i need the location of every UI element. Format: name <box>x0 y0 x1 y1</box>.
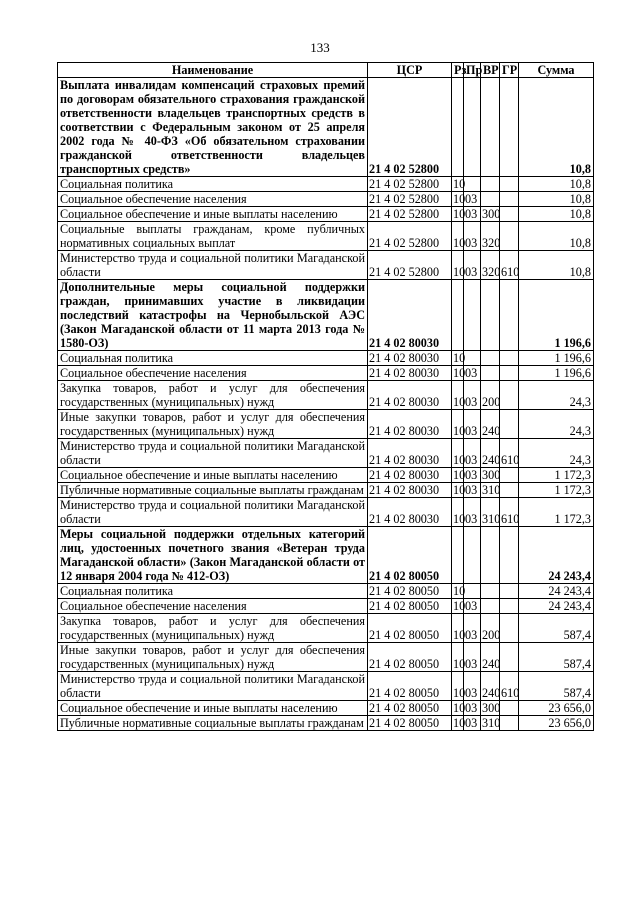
cell-sum: 587,4 <box>519 614 594 643</box>
cell-pr <box>464 280 481 351</box>
table-row <box>58 366 594 381</box>
cell-sum: 24,3 <box>519 410 594 439</box>
cell-csr: 21 4 02 80030 <box>368 498 452 527</box>
cell-rz: 10 <box>452 498 464 527</box>
cell-sum: 1 196,6 <box>519 351 594 366</box>
table-row <box>58 381 594 410</box>
cell-pr: 03 <box>464 222 481 251</box>
cell-pr: 03 <box>464 483 481 498</box>
cell-vr: 300 <box>482 468 501 482</box>
cell-csr: 21 4 02 80030 <box>368 366 452 381</box>
cell-pr: 03 <box>464 643 481 672</box>
cell-csr: 21 4 02 80050 <box>368 599 452 614</box>
cell-rz <box>452 78 464 177</box>
cell-name: Публичные нормативные социальные выплаты гражданам <box>58 483 368 498</box>
cell-vr: 240 <box>481 672 500 701</box>
cell-pr: 03 <box>464 599 481 614</box>
cell-name: Дополнительные меры социальной поддержки граждан, принимавших участие в ликвидации последствий катастрофы на Чернобыльской АЭС (Закон Магаданской области от 11 марта 2013 года № 1580-ОЗ) <box>58 280 368 351</box>
cell-gr <box>500 222 519 251</box>
cell-rz: 10 <box>452 439 464 468</box>
cell-csr: 21 4 02 80030 <box>368 468 452 483</box>
cell-csr: 21 4 02 80030 <box>368 439 452 468</box>
cell-pr: 03 <box>464 207 481 222</box>
cell-vr <box>481 351 500 366</box>
cell-vr <box>481 280 500 351</box>
cell-pr: 03 <box>464 410 481 439</box>
cell-csr: 21 4 02 80050 <box>368 527 452 584</box>
table-row <box>58 716 594 731</box>
cell-gr <box>500 527 519 584</box>
cell-name: Социальное обеспечение населения <box>58 366 368 381</box>
table-row <box>58 672 594 701</box>
cell-gr <box>500 410 519 439</box>
cell-rz <box>452 527 464 584</box>
cell-pr: 03 <box>464 381 481 410</box>
cell-rz: 10 <box>452 643 464 672</box>
cell-rz: 10 <box>453 351 466 365</box>
cell-name: Социальное обеспечение и иные выплаты населению <box>58 468 368 483</box>
cell-vr: 200 <box>481 614 500 643</box>
cell-csr: 21 4 02 80030 <box>368 483 452 498</box>
cell-gr <box>500 280 519 351</box>
cell-vr: 200 <box>481 381 500 410</box>
cell-vr: 310 <box>481 498 500 527</box>
cell-name: Социальная политика <box>58 351 368 366</box>
cell-sum: 23 656,0 <box>519 701 594 716</box>
cell-csr: 21 4 02 52800 <box>368 222 452 251</box>
cell-vr: 310 <box>482 716 501 730</box>
budget-table <box>57 62 594 731</box>
table-header-row <box>58 63 594 78</box>
table-row <box>58 701 594 716</box>
cell-rz <box>452 280 464 351</box>
cell-vr <box>481 192 500 207</box>
header-pr: Пр <box>464 63 481 78</box>
cell-csr: 21 4 02 80030 <box>368 410 452 439</box>
page-number: 133 <box>310 40 330 55</box>
cell-vr: 240 <box>481 643 500 672</box>
cell-csr: 21 4 02 52800 <box>368 192 452 207</box>
cell-rz: 10 <box>452 251 464 280</box>
header-vr: ВР <box>481 63 500 78</box>
table-row <box>58 599 594 614</box>
cell-csr: 21 4 02 80050 <box>368 672 452 701</box>
cell-gr <box>500 468 519 483</box>
cell-pr: 03 <box>464 701 481 716</box>
cell-name: Социальная политика <box>58 177 368 192</box>
cell-pr <box>464 351 481 366</box>
cell-rz: 10 <box>453 599 466 613</box>
cell-rz: 10 <box>453 468 466 482</box>
header-sum: Сумма <box>519 63 594 78</box>
cell-csr: 21 4 02 80050 <box>368 716 452 731</box>
cell-rz: 10 <box>453 483 466 497</box>
header-name: Наименование <box>58 63 368 78</box>
cell-name: Закупка товаров, работ и услуг для обеспечения государственных (муниципальных) нужд <box>58 614 368 643</box>
cell-pr: 03 <box>464 251 481 280</box>
cell-name: Министерство труда и социальной политики Магаданской области <box>58 251 368 280</box>
table-row <box>58 498 594 527</box>
cell-sum: 1 196,6 <box>519 280 594 351</box>
cell-rz: 10 <box>453 177 466 191</box>
cell-gr <box>500 716 519 731</box>
cell-pr: 03 <box>464 672 481 701</box>
table-row <box>58 192 594 207</box>
cell-vr: 310 <box>482 483 501 497</box>
cell-gr <box>500 483 519 498</box>
cell-vr <box>481 78 500 177</box>
cell-name: Социальное обеспечение и иные выплаты населению <box>58 701 368 716</box>
cell-vr: 320 <box>481 251 500 280</box>
cell-rz: 10 <box>453 207 466 221</box>
cell-gr <box>500 701 519 716</box>
cell-rz: 10 <box>452 614 464 643</box>
cell-vr <box>481 177 500 192</box>
cell-pr <box>464 78 481 177</box>
table-row <box>58 584 594 599</box>
cell-sum: 1 172,3 <box>519 468 594 483</box>
cell-sum: 24,3 <box>519 381 594 410</box>
table-row <box>58 468 594 483</box>
cell-sum: 10,8 <box>519 222 594 251</box>
cell-name: Социальная политика <box>58 584 368 599</box>
cell-gr <box>500 381 519 410</box>
cell-rz: 10 <box>452 672 464 701</box>
table-row <box>58 439 594 468</box>
cell-vr: 240 <box>481 410 500 439</box>
table-row <box>58 614 594 643</box>
table-row <box>58 177 594 192</box>
cell-name: Социальное обеспечение населения <box>58 192 368 207</box>
cell-vr <box>481 366 500 381</box>
cell-sum: 587,4 <box>519 672 594 701</box>
cell-vr: 300 <box>482 701 501 715</box>
cell-name: Меры социальной поддержки отдельных категорий лиц, удостоенных почетного звания «Ветеран труда Магаданской области» (Закон Магаданской области от 12 января 2004 года № 412-ОЗ) <box>58 527 368 584</box>
cell-sum: 1 172,3 <box>519 498 594 527</box>
cell-sum: 10,8 <box>519 177 594 192</box>
cell-rz: 10 <box>453 192 466 206</box>
table-row <box>58 251 594 280</box>
cell-sum: 1 196,6 <box>519 366 594 381</box>
table-row <box>58 527 594 584</box>
cell-gr <box>500 78 519 177</box>
cell-csr: 21 4 02 52800 <box>368 177 452 192</box>
cell-sum: 1 172,3 <box>519 483 594 498</box>
cell-rz: 10 <box>452 381 464 410</box>
cell-csr: 21 4 02 52800 <box>368 207 452 222</box>
cell-pr: 03 <box>464 366 481 381</box>
cell-sum: 10,8 <box>519 251 594 280</box>
cell-sum: 24 243,4 <box>519 584 594 599</box>
cell-pr: 03 <box>464 468 481 483</box>
cell-vr: 320 <box>481 222 500 251</box>
cell-pr <box>464 584 481 599</box>
cell-sum: 10,8 <box>519 78 594 177</box>
cell-pr <box>464 527 481 584</box>
header-gr: ГР <box>500 63 519 78</box>
table-body <box>58 78 594 731</box>
cell-name: Министерство труда и социальной политики Магаданской области <box>58 439 368 468</box>
cell-gr <box>500 366 519 381</box>
cell-name: Социальное обеспечение и иные выплаты населению <box>58 207 368 222</box>
cell-rz: 10 <box>453 366 466 380</box>
cell-name: Публичные нормативные социальные выплаты гражданам <box>58 716 368 731</box>
table-row <box>58 280 594 351</box>
cell-csr: 21 4 02 80030 <box>368 381 452 410</box>
cell-gr <box>500 177 519 192</box>
cell-rz: 10 <box>453 584 466 598</box>
cell-gr <box>500 614 519 643</box>
cell-rz: 10 <box>452 222 464 251</box>
cell-gr <box>500 192 519 207</box>
cell-vr <box>481 584 500 599</box>
cell-csr: 21 4 02 80030 <box>368 280 452 351</box>
cell-sum: 23 656,0 <box>519 716 594 731</box>
cell-name: Министерство труда и социальной политики Магаданской области <box>58 672 368 701</box>
cell-csr: 21 4 02 80050 <box>368 643 452 672</box>
cell-name: Социальное обеспечение населения <box>58 599 368 614</box>
cell-name: Иные закупки товаров, работ и услуг для обеспечения государственных (муниципальных) нужд <box>58 643 368 672</box>
cell-pr: 03 <box>464 192 481 207</box>
cell-vr <box>481 527 500 584</box>
cell-gr <box>500 584 519 599</box>
cell-gr: 610 <box>500 498 519 527</box>
table-row <box>58 207 594 222</box>
cell-sum: 10,8 <box>519 207 594 222</box>
cell-gr: 610 <box>500 672 519 701</box>
cell-csr: 21 4 02 80050 <box>368 701 452 716</box>
cell-name: Иные закупки товаров, работ и услуг для обеспечения государственных (муниципальных) нужд <box>58 410 368 439</box>
cell-gr: 610 <box>500 439 519 468</box>
cell-vr <box>481 599 500 614</box>
table-row <box>58 410 594 439</box>
cell-sum: 24,3 <box>519 439 594 468</box>
table-row <box>58 483 594 498</box>
cell-csr: 21 4 02 52800 <box>368 251 452 280</box>
cell-csr: 21 4 02 80050 <box>368 584 452 599</box>
cell-sum: 10,8 <box>519 192 594 207</box>
cell-sum: 587,4 <box>519 643 594 672</box>
cell-rz: 10 <box>453 701 466 715</box>
cell-csr: 21 4 02 80030 <box>368 351 452 366</box>
cell-pr <box>464 177 481 192</box>
cell-vr: 300 <box>482 207 501 221</box>
cell-rz: 10 <box>453 716 466 730</box>
cell-pr: 03 <box>464 498 481 527</box>
cell-csr: 21 4 02 80050 <box>368 614 452 643</box>
header-csr: ЦСР <box>368 63 452 78</box>
header-rz: Рз <box>452 63 464 78</box>
cell-gr <box>500 207 519 222</box>
cell-gr: 610 <box>500 251 519 280</box>
cell-name: Выплата инвалидам компенсаций страховых премий по договорам обязательного страхования гражданской ответственности владельцев транспортных средств в соответствии с Федеральным законом от 25 апреля 2002 года № 40-ФЗ «Об обязательном страховании гражданской ответственности владельцев транспортных средств» <box>58 78 368 177</box>
cell-vr: 240 <box>481 439 500 468</box>
cell-name: Закупка товаров, работ и услуг для обеспечения государственных (муниципальных) нужд <box>58 381 368 410</box>
cell-pr: 03 <box>464 716 481 731</box>
cell-sum: 24 243,4 <box>519 599 594 614</box>
table-row <box>58 78 594 177</box>
cell-gr <box>500 643 519 672</box>
cell-pr: 03 <box>464 439 481 468</box>
cell-rz: 10 <box>452 410 464 439</box>
cell-csr: 21 4 02 52800 <box>368 78 452 177</box>
table-row <box>58 643 594 672</box>
table-row <box>58 351 594 366</box>
cell-name: Министерство труда и социальной политики Магаданской области <box>58 498 368 527</box>
table-row <box>58 222 594 251</box>
cell-gr <box>500 599 519 614</box>
cell-gr <box>500 351 519 366</box>
cell-name: Социальные выплаты гражданам, кроме публичных нормативных социальных выплат <box>58 222 368 251</box>
cell-sum: 24 243,4 <box>519 527 594 584</box>
cell-pr: 03 <box>464 614 481 643</box>
